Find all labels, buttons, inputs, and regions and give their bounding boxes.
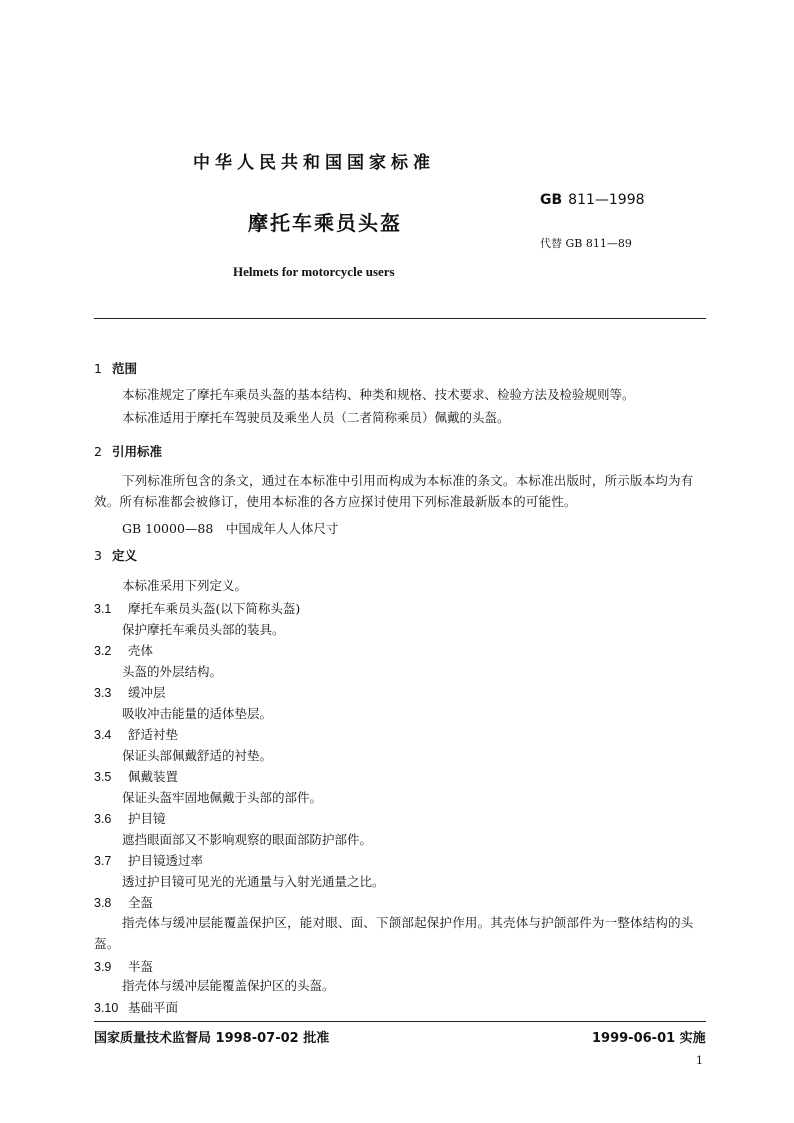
definition-number: 3.7 <box>94 854 112 868</box>
definition-heading <box>94 683 166 701</box>
section-2-heading <box>94 442 162 460</box>
definition-number: 3.9 <box>94 960 112 974</box>
header-divider <box>94 318 706 319</box>
section-2-paragraph: 下列标准所包含的条文，通过在本标准中引用而构成为本标准的条文。本标准出版时，所示版本均为有效。所有标准都会被修订，使用本标准的各方应探讨使用下列标准最新版本的可能性。 <box>94 473 694 509</box>
definition-heading <box>94 957 153 975</box>
section-3-heading <box>94 546 137 564</box>
definition-term: 佩戴装置 <box>128 769 179 784</box>
section-number: 3 <box>94 548 102 563</box>
standard-number <box>540 192 645 208</box>
definition-description: 透过护目镜可见光的光通量与入射光通量之比。 <box>122 874 385 889</box>
definition-heading <box>94 599 300 617</box>
section-1-heading <box>94 359 137 377</box>
footer-divider <box>94 1021 706 1022</box>
section-3-intro: 本标准采用下列定义。 <box>122 578 248 593</box>
definition-description: 吸收冲击能量的适体垫层。 <box>122 706 273 721</box>
definition-description: 头盔的外层结构。 <box>122 664 223 679</box>
definition-description: 保证头盔牢固地佩戴于头部的部件。 <box>122 790 323 805</box>
replaces-standard: 代替 GB 811—89 <box>540 237 632 250</box>
definition-number: 3.1 <box>94 602 112 616</box>
definition-number: 3.5 <box>94 770 112 784</box>
definition-description: 指壳体与缓冲层能覆盖保护区的头盔。 <box>122 978 335 993</box>
definition-term: 全盔 <box>128 895 154 910</box>
definition-heading <box>94 809 166 827</box>
definition-description: 保护摩托车乘员头部的装具。 <box>122 622 285 637</box>
definition-term: 缓冲层 <box>128 685 166 700</box>
definition-heading <box>94 767 178 785</box>
definition-term: 摩托车乘员头盔(以下简称头盔) <box>128 601 301 616</box>
definition-term: 壳体 <box>128 643 154 658</box>
definition-term: 舒适衬垫 <box>128 727 179 742</box>
definition-heading <box>94 893 153 911</box>
definition-heading <box>94 641 153 659</box>
implementation-date: 1999-06-01 实施 <box>592 1031 706 1046</box>
definition-number: 3.10 <box>94 1001 119 1015</box>
definition-number: 3.3 <box>94 686 112 700</box>
document-title: 摩托车乘员头盔 <box>248 211 402 235</box>
definition-description: 保证头部佩戴舒适的衬垫。 <box>122 748 273 763</box>
definition-number: 3.4 <box>94 728 112 742</box>
definition-number: 3.2 <box>94 644 112 658</box>
definition-term: 基础平面 <box>128 1000 179 1015</box>
standard-number-value: 811—1998 <box>568 192 645 208</box>
english-title: Helmets for motorcycle users <box>233 264 395 279</box>
definition-heading <box>94 998 178 1016</box>
standard-prefix: GB <box>540 192 563 208</box>
national-standard-heading: 中华人民共和国国家标准 <box>193 153 435 173</box>
definition-number: 3.8 <box>94 896 112 910</box>
definition-heading <box>94 725 178 743</box>
definition-description: 遮挡眼面部又不影响观察的眼面部防护部件。 <box>122 832 373 847</box>
section-number: 1 <box>94 361 102 376</box>
definition-heading <box>94 851 203 869</box>
section-number: 2 <box>94 444 102 459</box>
definition-term: 护目镜 <box>128 811 166 826</box>
section-title: 引用标准 <box>112 444 163 459</box>
section-2-reference: GB 10000—88 中国成年人人体尺寸 <box>122 521 339 536</box>
definition-description: 指壳体与缓冲层能覆盖保护区，能对眼、面、下颌部起保护作用。其壳体与护颌部件为一整体结构的头盔。 <box>94 915 694 951</box>
definition-term: 半盔 <box>128 959 154 974</box>
section-title: 定义 <box>112 548 138 563</box>
definition-term: 护目镜透过率 <box>128 853 204 868</box>
section-1-paragraph-1: 本标准规定了摩托车乘员头盔的基本结构、种类和规格、技术要求、检验方法及检验规则等。 <box>122 387 635 402</box>
approval-line: 国家质量技术监督局 1998-07-02 批准 <box>94 1031 330 1046</box>
definition-number: 3.6 <box>94 812 112 826</box>
section-title: 范围 <box>112 361 138 376</box>
section-1-paragraph-2: 本标准适用于摩托车驾驶员及乘坐人员（二者简称乘员）佩戴的头盔。 <box>122 410 510 425</box>
page-number: 1 <box>696 1054 703 1067</box>
